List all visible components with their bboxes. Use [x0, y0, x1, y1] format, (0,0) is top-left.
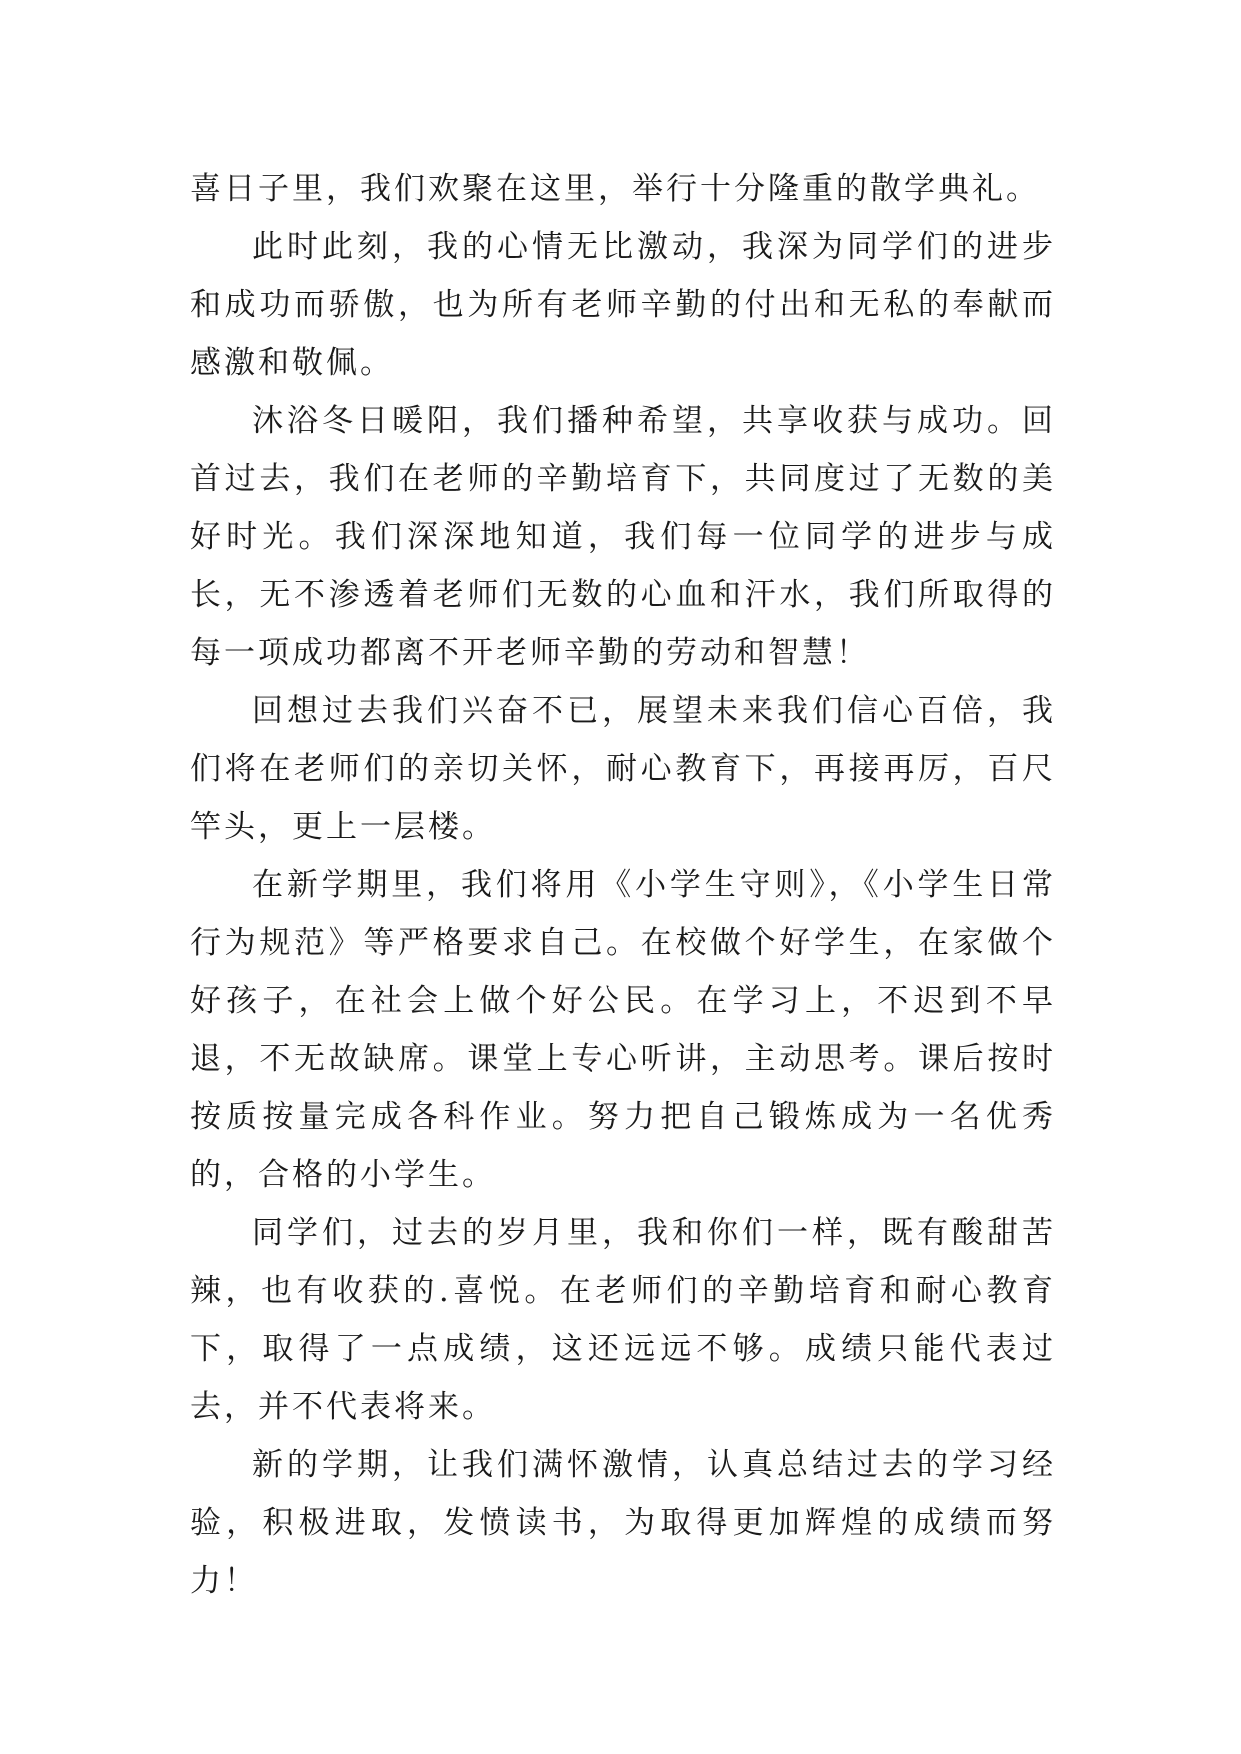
paragraph: 此时此刻，我的心情无比激动，我深为同学们的进步和成功而骄傲，也为所有老师辛勤的付出和无私的奉献而感激和敬佩。: [190, 229, 1056, 381]
paragraph: 在新学期里，我们将用《小学生守则》，《小学生日常行为规范》等严格要求自己。在校做个好学生，在家做个好孩子，在社会上做个好公民。在学习上，不迟到不早退，不无故缺席。课堂上专心听讲，主动思考。课后按时按质按量完成各科作业。努力把自己锻炼成为一名优秀的，合格的小学生。: [190, 867, 1056, 1193]
paragraph-continuation: 喜日子里，我们欢聚在这里，举行十分隆重的散学典礼。: [190, 171, 1040, 207]
paragraph: 同学们，过去的岁月里，我和你们一样，既有酸甜苦辣，也有收获的.喜悦。在老师们的辛勤培育和耐心教育下，取得了一点成绩，这还远远不够。成绩只能代表过去，并不代表将来。: [190, 1215, 1056, 1425]
paragraph: 沐浴冬日暖阳，我们播种希望，共享收获与成功。回首过去，我们在老师的辛勤培育下，共同度过了无数的美好时光。我们深深地知道，我们每一位同学的进步与成长，无不渗透着老师们无数的心血和汗水，我们所取得的每一项成功都离不开老师辛勤的劳动和智慧！: [190, 403, 1056, 671]
paragraph: 新的学期，让我们满怀激情，认真总结过去的学习经验，积极进取，发愤读书，为取得更加辉煌的成绩而努力！: [190, 1447, 1056, 1599]
document-body: [190, 160, 1056, 1610]
paragraph: 回想过去我们兴奋不已，展望未来我们信心百倍，我们将在老师们的亲切关怀，耐心教育下，再接再厉，百尺竿头，更上一层楼。: [190, 693, 1056, 845]
